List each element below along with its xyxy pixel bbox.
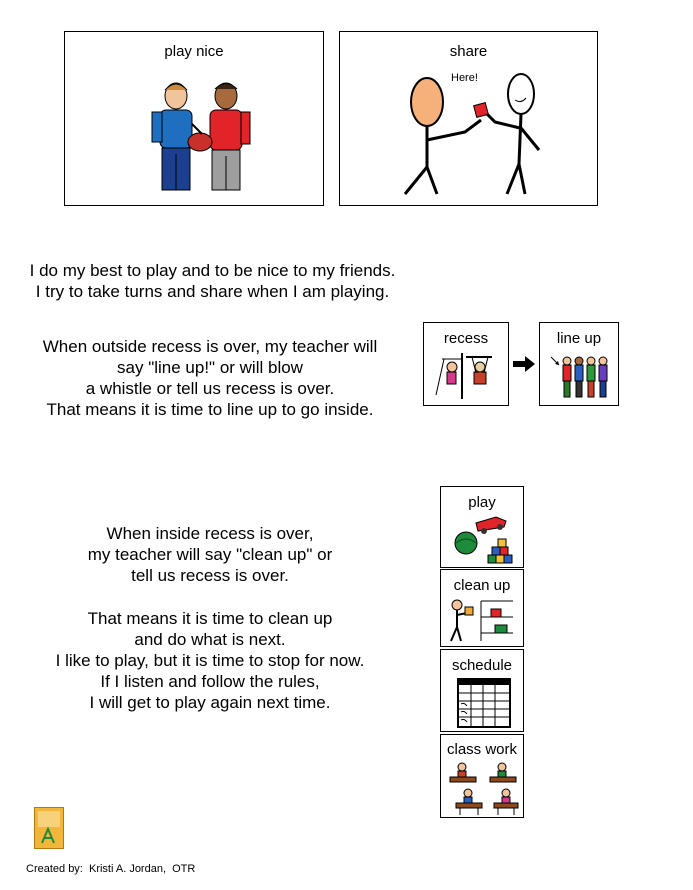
outside-line-4: That means it is time to line up to go inside. [46, 400, 374, 419]
play-card [440, 486, 524, 568]
clean-up-label: clean up [453, 577, 511, 594]
share-label: share [449, 43, 488, 60]
inside-line-3: tell us recess is over. [131, 566, 289, 585]
play-nice-card [64, 31, 324, 206]
clean-up-icon [447, 597, 517, 643]
cleanup-line-2: and do what is next. [134, 630, 286, 649]
cleanup-line-1: That means it is time to clean up [87, 609, 333, 628]
cleanup-line-3: I like to play, but it is time to stop for now. [55, 651, 365, 670]
inside-line-1: When inside recess is over, [106, 524, 314, 543]
friends-line-1: I do my best to play and to be nice to my friends. [29, 261, 396, 280]
inside-line-2: my teacher will say "clean up" or [87, 545, 333, 564]
toys-icon [448, 515, 518, 565]
book-logo-icon [34, 807, 64, 849]
stick-figures-sharing-icon [395, 72, 555, 197]
class-work-label: class work [446, 741, 517, 758]
outside-line-3: a whistle or tell us recess is over. [85, 379, 335, 398]
clean-up-paragraph [30, 608, 390, 713]
schedule-grid-icon [457, 678, 511, 728]
friends-line-2: I try to take turns and share when I am playing. [35, 282, 390, 301]
cleanup-line-4: If I listen and follow the rules, [100, 672, 320, 691]
outside-recess-paragraph [25, 336, 395, 420]
clean-up-card [440, 569, 524, 647]
recess-card [423, 322, 509, 406]
friends-paragraph [15, 260, 410, 302]
play-label: play [468, 494, 496, 511]
arrow-right-icon [513, 356, 535, 372]
recess-label: recess [443, 330, 489, 347]
outside-line-1: When outside recess is over, my teacher will [42, 337, 378, 356]
play-nice-label: play nice [164, 43, 224, 60]
inside-recess-paragraph [40, 523, 380, 586]
cleanup-line-5: I will get to play again next time. [89, 693, 331, 712]
line-up-card [539, 322, 619, 406]
schedule-card [440, 649, 524, 732]
share-speech-text: Here! [451, 72, 478, 84]
children-in-line-icon [547, 351, 613, 401]
footer-credit: Created by: Kristi A. Jordan, OTR [26, 863, 196, 875]
outside-line-2: say "line up!" or will blow [117, 358, 303, 377]
class-work-card [440, 734, 524, 818]
playground-icon [432, 351, 502, 401]
students-at-desks-icon [446, 761, 520, 815]
share-card [339, 31, 598, 206]
line-up-label: line up [556, 330, 602, 347]
schedule-label: schedule [451, 657, 513, 674]
two-friends-icon [140, 74, 270, 194]
